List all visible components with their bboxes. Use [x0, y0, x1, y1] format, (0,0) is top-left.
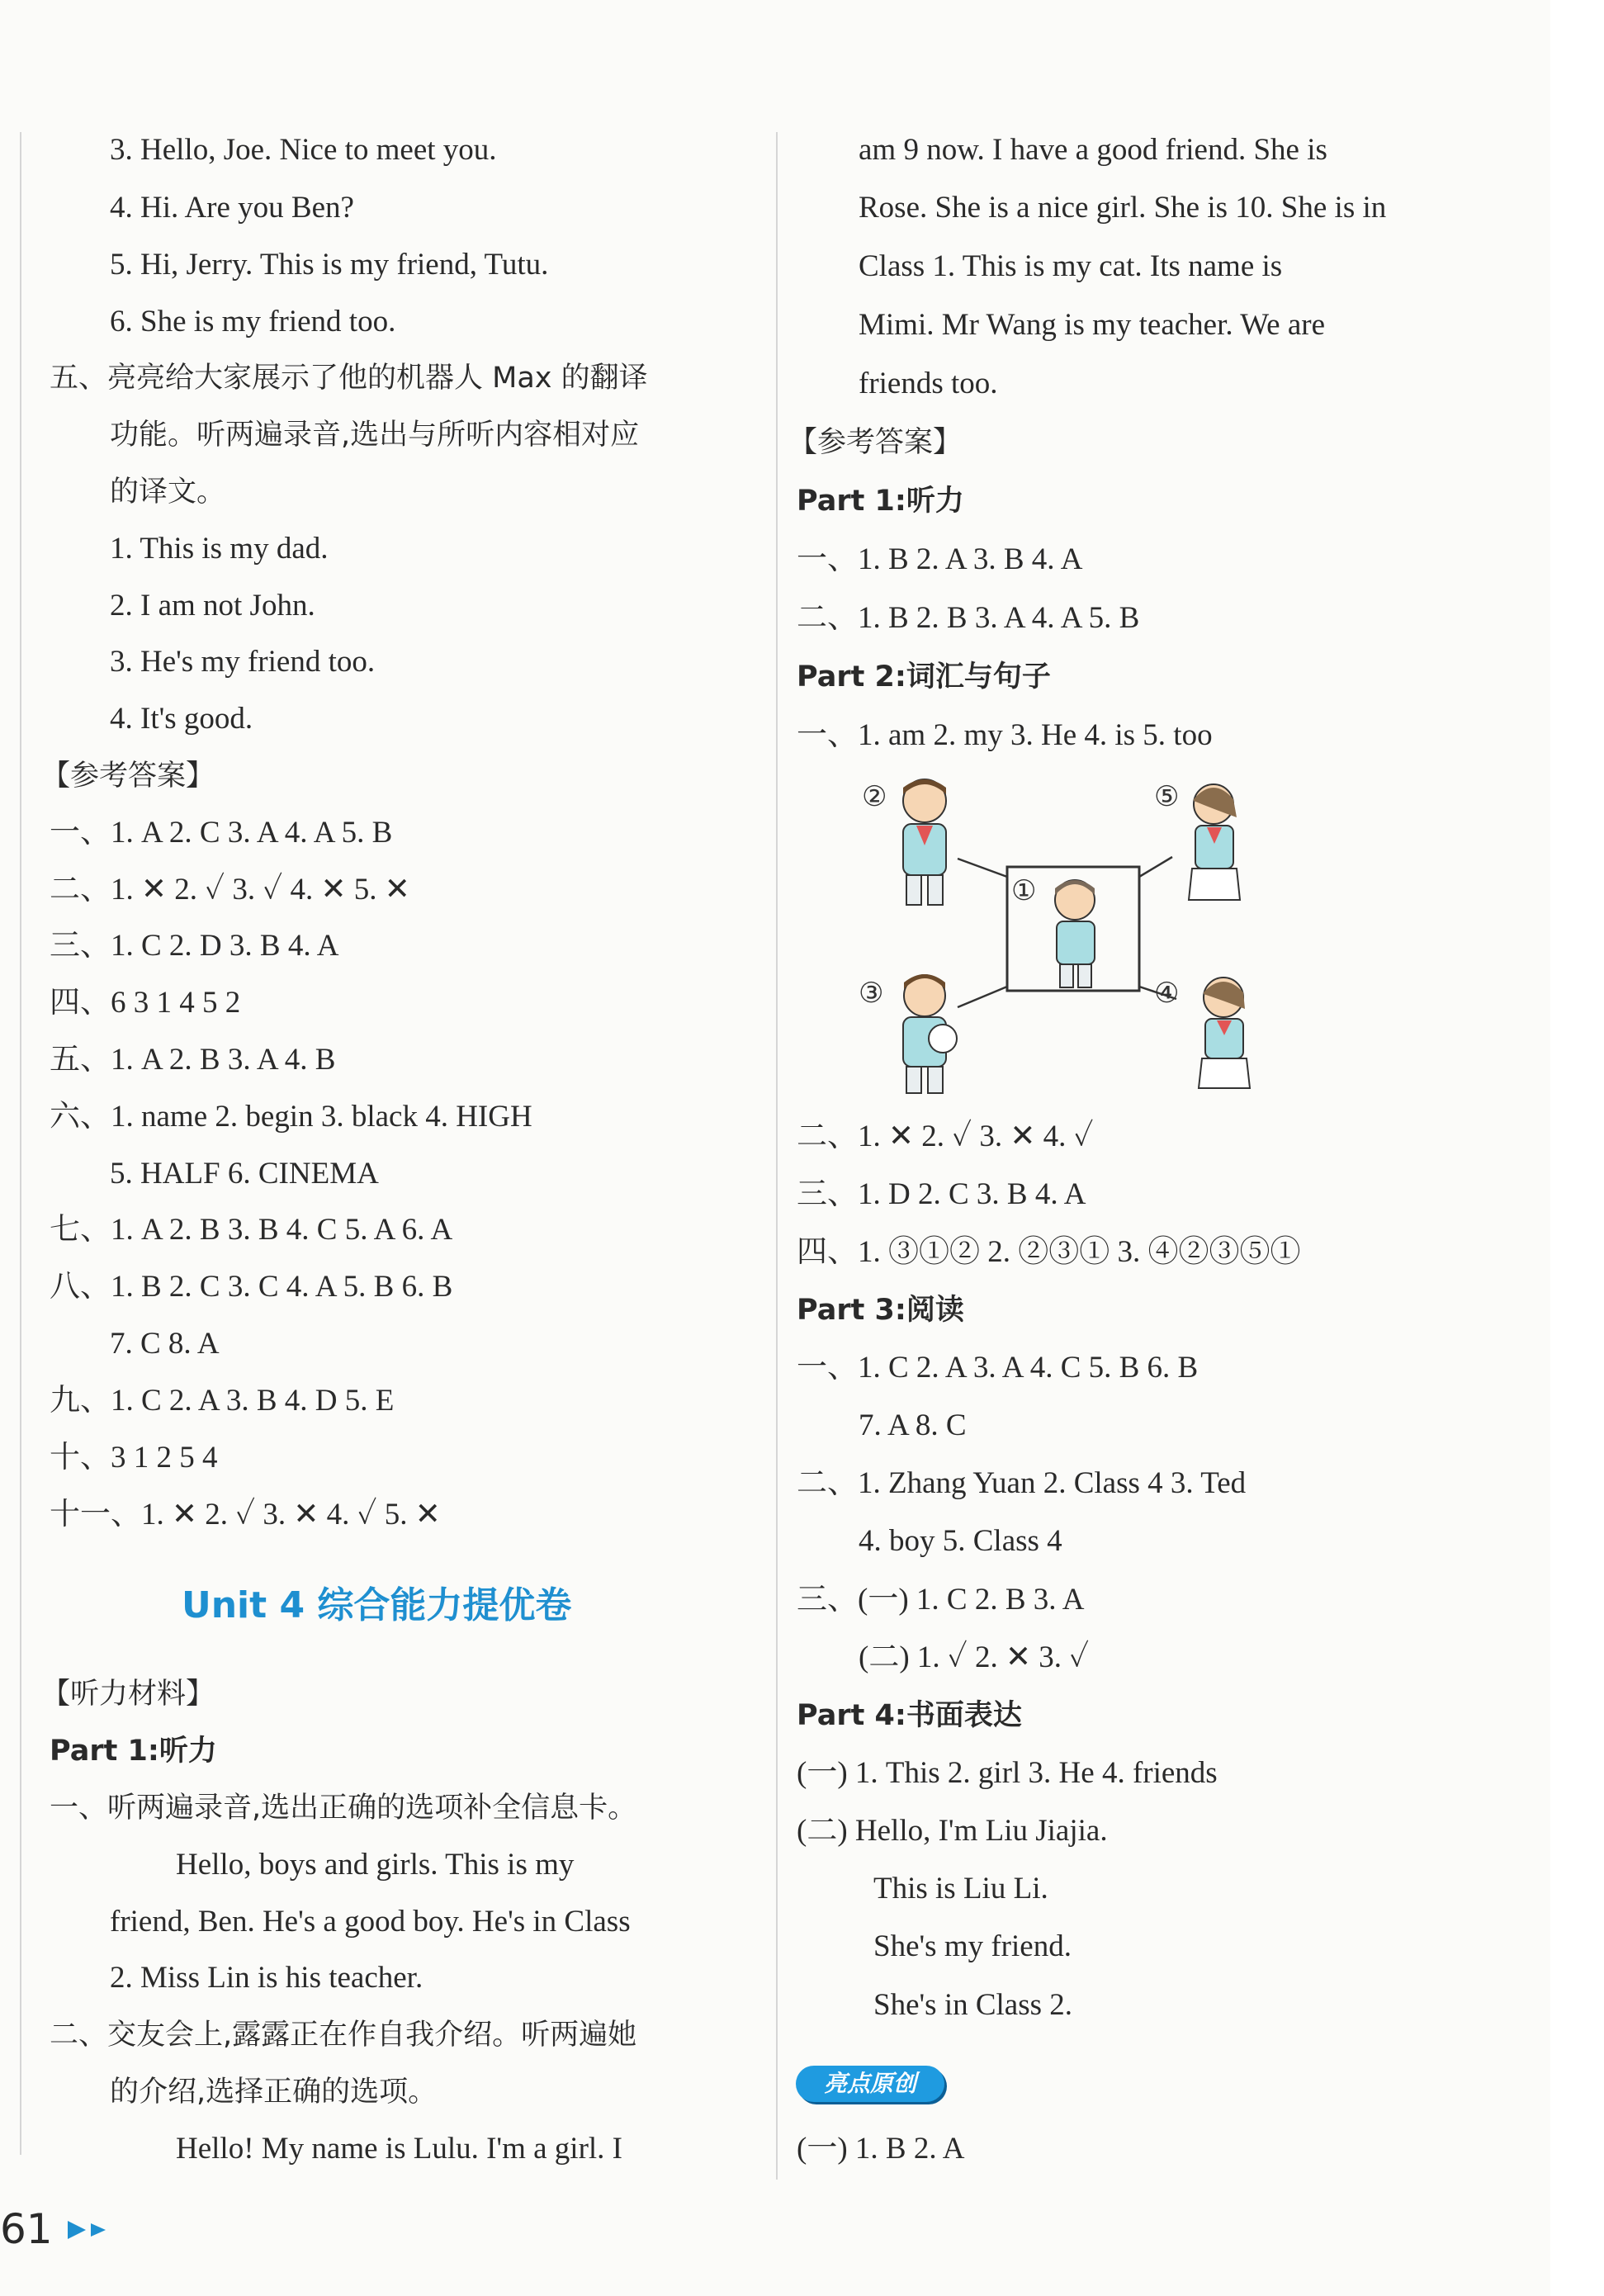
page-number: 61 — [0, 2205, 53, 2253]
text-line: Hello! My name is Lulu. I'm a girl. I — [176, 2132, 622, 2166]
text-line: Mimi. Mr Wang is my teacher. We are — [859, 308, 1326, 342]
figure-label: ① — [1011, 874, 1037, 907]
text-line: 6. She is my friend too. — [110, 305, 396, 338]
text-line: friends too. — [859, 367, 998, 400]
text-line: Class 1. This is my cat. Its name is — [859, 249, 1283, 283]
answer-line: 六、1. name 2. begin 3. black 4. HIGH — [50, 1100, 532, 1134]
left-margin-rule — [20, 132, 21, 2155]
answer-line: 三、1. D 2. C 3. B 4. A — [797, 1177, 1086, 1211]
girl-figure-4 — [1199, 978, 1250, 1088]
answer-line: (一) 1. This 2. girl 3. He 4. friends — [797, 1756, 1218, 1790]
highlight-badge: 亮点原创 — [796, 2066, 944, 2102]
girl-figure-5 — [1189, 784, 1240, 900]
question-heading: 功能。听两遍录音,选出与所听内容相对应 — [110, 419, 640, 452]
question-heading: 二、交友会上,露露正在作自我介绍。听两遍她 — [50, 2019, 637, 2052]
answer-line: 二、1. ✕ 2. ✓ 3. ✓ 4. ✕ 5. ✕ — [50, 873, 410, 907]
part-heading: Part 4:书面表达 — [797, 1699, 1022, 1732]
answer-line: 二、1. ✕ 2. ✓ 3. ✕ 4. ✓ — [797, 1120, 1094, 1153]
figure-label: ② — [862, 780, 887, 813]
page-edge — [1550, 0, 1604, 2296]
answer-line: 二、1. B 2. B 3. A 4. A 5. B — [797, 601, 1140, 635]
answer-line: 九、1. C 2. A 3. B 4. D 5. E — [50, 1384, 395, 1418]
section-heading: 【参考答案】 — [788, 426, 963, 459]
boy-figure-3 — [903, 974, 957, 1093]
text-line: 3. Hello, Joe. Nice to meet you. — [110, 133, 497, 167]
answer-line: She's my friend. — [873, 1929, 1072, 1963]
answer-line: 八、1. B 2. C 3. C 4. A 5. B 6. B — [50, 1270, 453, 1304]
part-heading: Part 1:听力 — [797, 485, 964, 518]
answer-line: 十、3 1 2 5 4 — [50, 1441, 218, 1475]
answer-line: 七、1. A 2. B 3. B 4. C 5. A 6. A — [50, 1213, 453, 1247]
question-heading: 的译文。 — [110, 476, 226, 509]
boy-figure-1 — [1055, 880, 1095, 987]
part-heading: Part 3:阅读 — [797, 1294, 964, 1327]
answer-line: 4. boy 5. Class 4 — [859, 1524, 1062, 1558]
figure-label: ③ — [859, 977, 884, 1010]
text-line: Rose. She is a nice girl. She is 10. She is in — [859, 191, 1387, 225]
text-line: 5. Hi, Jerry. This is my friend, Tutu. — [110, 248, 549, 282]
answer-line: 四、1. ③①② 2. ②③① 3. ④②③⑤① — [797, 1235, 1301, 1269]
part-heading: Part 1:听力 — [50, 1735, 217, 1768]
page-arrows-icon — [66, 2218, 116, 2242]
text-line: 2. Miss Lin is his teacher. — [110, 1961, 423, 1995]
answer-line: 7. A 8. C — [859, 1408, 967, 1442]
text-line: 2. I am not John. — [110, 589, 315, 623]
figure-label: ④ — [1154, 977, 1180, 1010]
connector-line — [1139, 857, 1172, 877]
answer-line: 十一、1. ✕ 2. ✓ 3. ✕ 4. ✓ 5. ✕ — [50, 1498, 441, 1531]
answer-line: 5. HALF 6. CINEMA — [110, 1157, 379, 1191]
text-line: 4. Hi. Are you Ben? — [110, 191, 354, 225]
answer-line: (二) 1. ✓ 2. ✕ 3. ✓ — [859, 1640, 1090, 1674]
text-line: Hello, boys and girls. This is my — [176, 1848, 575, 1882]
answer-line: 三、(一) 1. C 2. B 3. A — [797, 1583, 1085, 1617]
question-heading: 五、亮亮给大家展示了他的机器人 Max 的翻译 — [50, 362, 648, 395]
answer-line: 三、1. C 2. D 3. B 4. A — [50, 929, 339, 963]
text-line: am 9 now. I have a good friend. She is — [859, 133, 1327, 167]
answer-line: 一、1. A 2. C 3. A 4. A 5. B — [50, 816, 393, 850]
answer-line: 二、1. Zhang Yuan 2. Class 4 3. Ted — [797, 1466, 1247, 1500]
matching-illustration — [850, 776, 1280, 1098]
answer-line: 一、1. B 2. A 3. B 4. A — [797, 542, 1083, 576]
section-heading: 【参考答案】 — [41, 760, 215, 793]
answer-line: (一) 1. B 2. A — [797, 2132, 965, 2166]
answer-line: She's in Class 2. — [873, 1988, 1073, 2022]
question-heading: 的介绍,选择正确的选项。 — [110, 2076, 438, 2109]
section-heading: 【听力材料】 — [41, 1678, 215, 1711]
connector-line — [958, 859, 1007, 877]
answer-line: (二) Hello, I'm Liu Jiajia. — [797, 1814, 1108, 1848]
connector-line — [958, 987, 1007, 1007]
answer-line: 7. C 8. A — [110, 1327, 220, 1361]
answer-line: 四、6 3 1 4 5 2 — [50, 986, 241, 1020]
column-divider — [776, 132, 778, 2180]
answer-line: This is Liu Li. — [873, 1872, 1048, 1905]
question-heading: 一、听两遍录音,选出正确的选项补全信息卡。 — [50, 1792, 637, 1825]
text-line: friend, Ben. He's a good boy. He's in Class — [110, 1905, 631, 1939]
answer-line: 一、1. C 2. A 3. A 4. C 5. B 6. B — [797, 1351, 1199, 1385]
text-line: 1. This is my dad. — [110, 532, 329, 566]
answer-line: 五、1. A 2. B 3. A 4. B — [50, 1043, 336, 1077]
text-line: 3. He's my friend too. — [110, 645, 376, 679]
part-heading: Part 2:词汇与句子 — [797, 660, 1051, 694]
figure-label: ⑤ — [1154, 780, 1180, 813]
unit-title: Unit 4 综合能力提优卷 — [182, 1584, 572, 1626]
text-line: 4. It's good. — [110, 702, 253, 736]
answer-line: 一、1. am 2. my 3. He 4. is 5. too — [797, 718, 1213, 752]
boy-figure-2 — [903, 779, 946, 905]
